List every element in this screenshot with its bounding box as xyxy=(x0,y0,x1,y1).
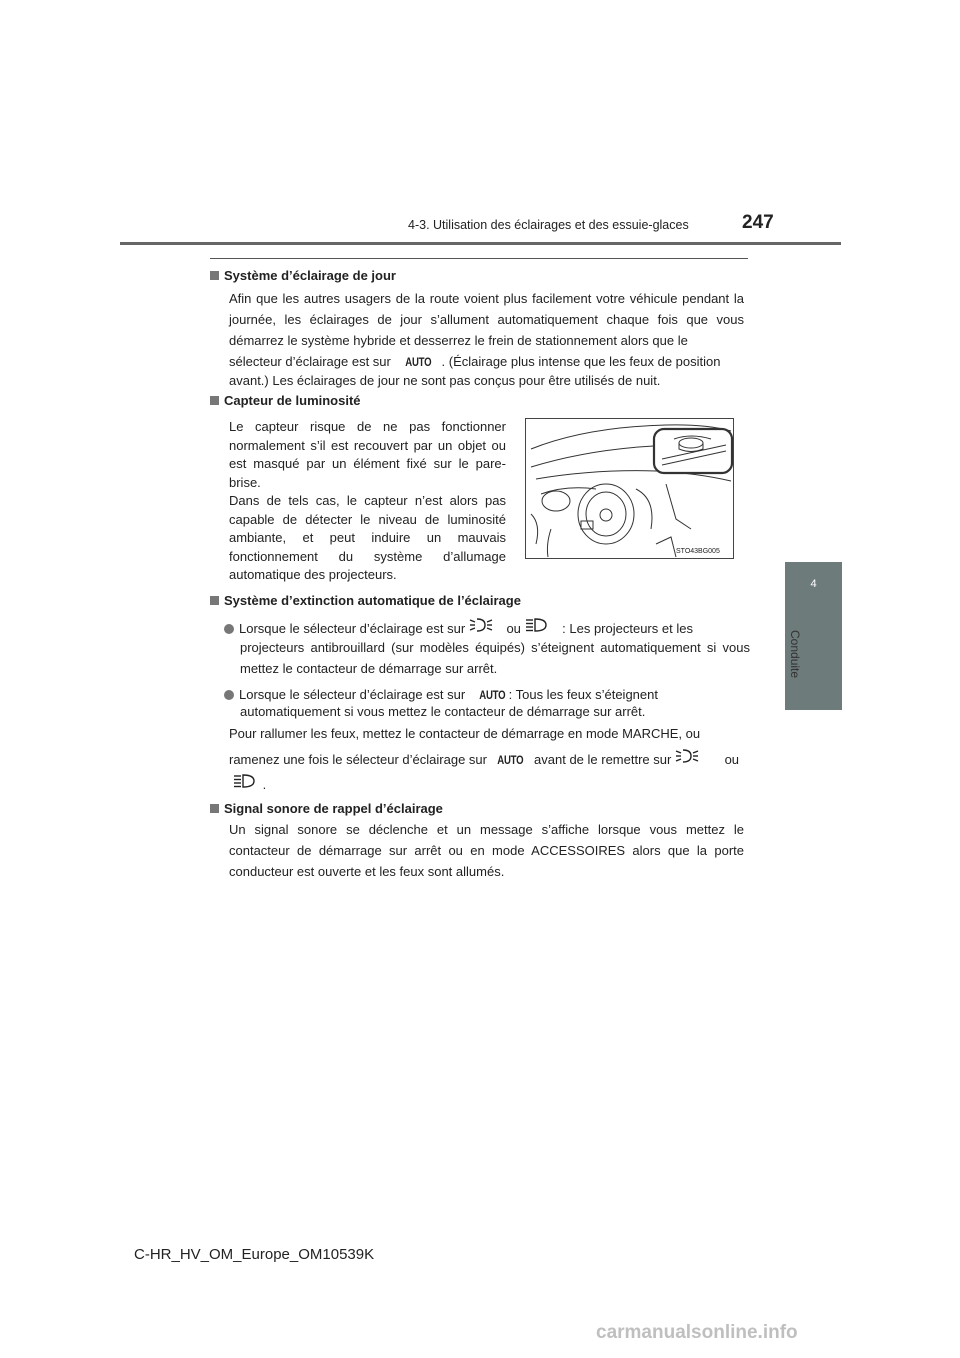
square-bullet-icon xyxy=(210,596,219,605)
watermark: carmanualsonline.info xyxy=(596,1322,798,1343)
relight-instruction-1: Pour rallumer les feux, mettez le contacteur de démarrage en mode MARCHE, ou xyxy=(229,726,701,741)
auto-off-bullet-2: Lorsque le sélecteur d’éclairage est sur AUTO : Tous les feux s’éteignent xyxy=(224,684,749,706)
headlight-icon xyxy=(525,617,559,639)
daytime-lights-text-3: avant.) Les éclairages de jour ne sont pas conçus pour être utilisés de nuit. xyxy=(229,373,661,388)
square-bullet-icon xyxy=(210,804,219,813)
headlight-icon xyxy=(233,773,259,795)
relight-instruction-3: . xyxy=(233,773,333,795)
page-number: 247 xyxy=(742,212,774,233)
round-bullet-icon xyxy=(224,690,234,700)
section-heading-daytime-lights: Système d’éclairage de jour xyxy=(210,268,396,283)
chapter-label: Conduite xyxy=(788,630,802,679)
dashboard-sensor-illustration xyxy=(525,418,734,559)
light-sensor-text-2: Dans de tels cas, le capteur n’est alors pas capable de détecter le niveau de luminosité ambiante, et peut induire un mauvais fonctionnement du système d’allumage automatique des projecteurs. xyxy=(229,493,506,582)
document-code: C-HR_HV_OM_Europe_OM10539K xyxy=(134,1246,375,1263)
square-bullet-icon xyxy=(210,396,219,405)
section-divider xyxy=(210,258,748,259)
tail-light-icon xyxy=(469,617,503,639)
auto-icon: AUTO xyxy=(479,688,506,702)
header-rule xyxy=(120,242,841,245)
section-heading-auto-off: Système d’extinction automatique de l’éclairage xyxy=(210,593,521,608)
auto-icon: AUTO xyxy=(497,753,524,767)
auto-icon: AUTO xyxy=(404,355,432,369)
reminder-text: Un signal sonore se déclenche et un message s’affiche lorsque vous mettez le contacteur de démarrage sur arrêt ou en mode ACCESSOIRES alors que la porte conducteur est ouverte et les feux sont allumés. xyxy=(229,822,744,879)
relight-instruction-2: ramenez une fois le sélecteur d’éclairage sur AUTO avant de le remettre sur ou xyxy=(229,748,749,771)
chapter-number: 4 xyxy=(810,578,817,590)
round-bullet-icon xyxy=(224,624,234,634)
section-heading-reminder: Signal sonore de rappel d’éclairage xyxy=(210,801,443,816)
auto-off-bullet-1-rest: projecteurs antibrouillard (sur modèles équipés) s’éteignent automatiquement si vous mettez le contacteur de démarrage sur arrêt. xyxy=(240,640,750,676)
dashboard-drawing xyxy=(526,419,733,558)
daytime-lights-text: Afin que les autres usagers de la route voient plus facilement votre véhicule pendant la journée, les éclairages de jour s’allument automatiquement chaque fois que vous démarrez le système hybride et desserrez le frein de stationnement alors que le xyxy=(229,291,744,348)
tail-light-icon xyxy=(675,748,721,770)
auto-off-bullet-1: Lorsque le sélecteur d’éclairage est sur ou : Les projecteurs et les xyxy=(224,617,749,639)
image-code: STO43BG005 xyxy=(676,548,720,555)
auto-off-bullet-2-rest: automatiquement si vous mettez le contacteur de démarrage sur arrêt. xyxy=(240,704,646,719)
section-heading-light-sensor: Capteur de luminosité xyxy=(210,393,361,408)
light-sensor-text: Le capteur risque de ne pas fonctionner normalement s’il est recouvert par un objet ou est masqué par un élément fixé sur le pare-brise. xyxy=(229,419,506,490)
section-title: 4-3. Utilisation des éclairages et des essuie-glaces xyxy=(408,218,689,232)
square-bullet-icon xyxy=(210,271,219,280)
daytime-lights-text-2: sélecteur d’éclairage est sur AUTO . (Éclairage plus intense que les feux de position xyxy=(229,351,744,373)
